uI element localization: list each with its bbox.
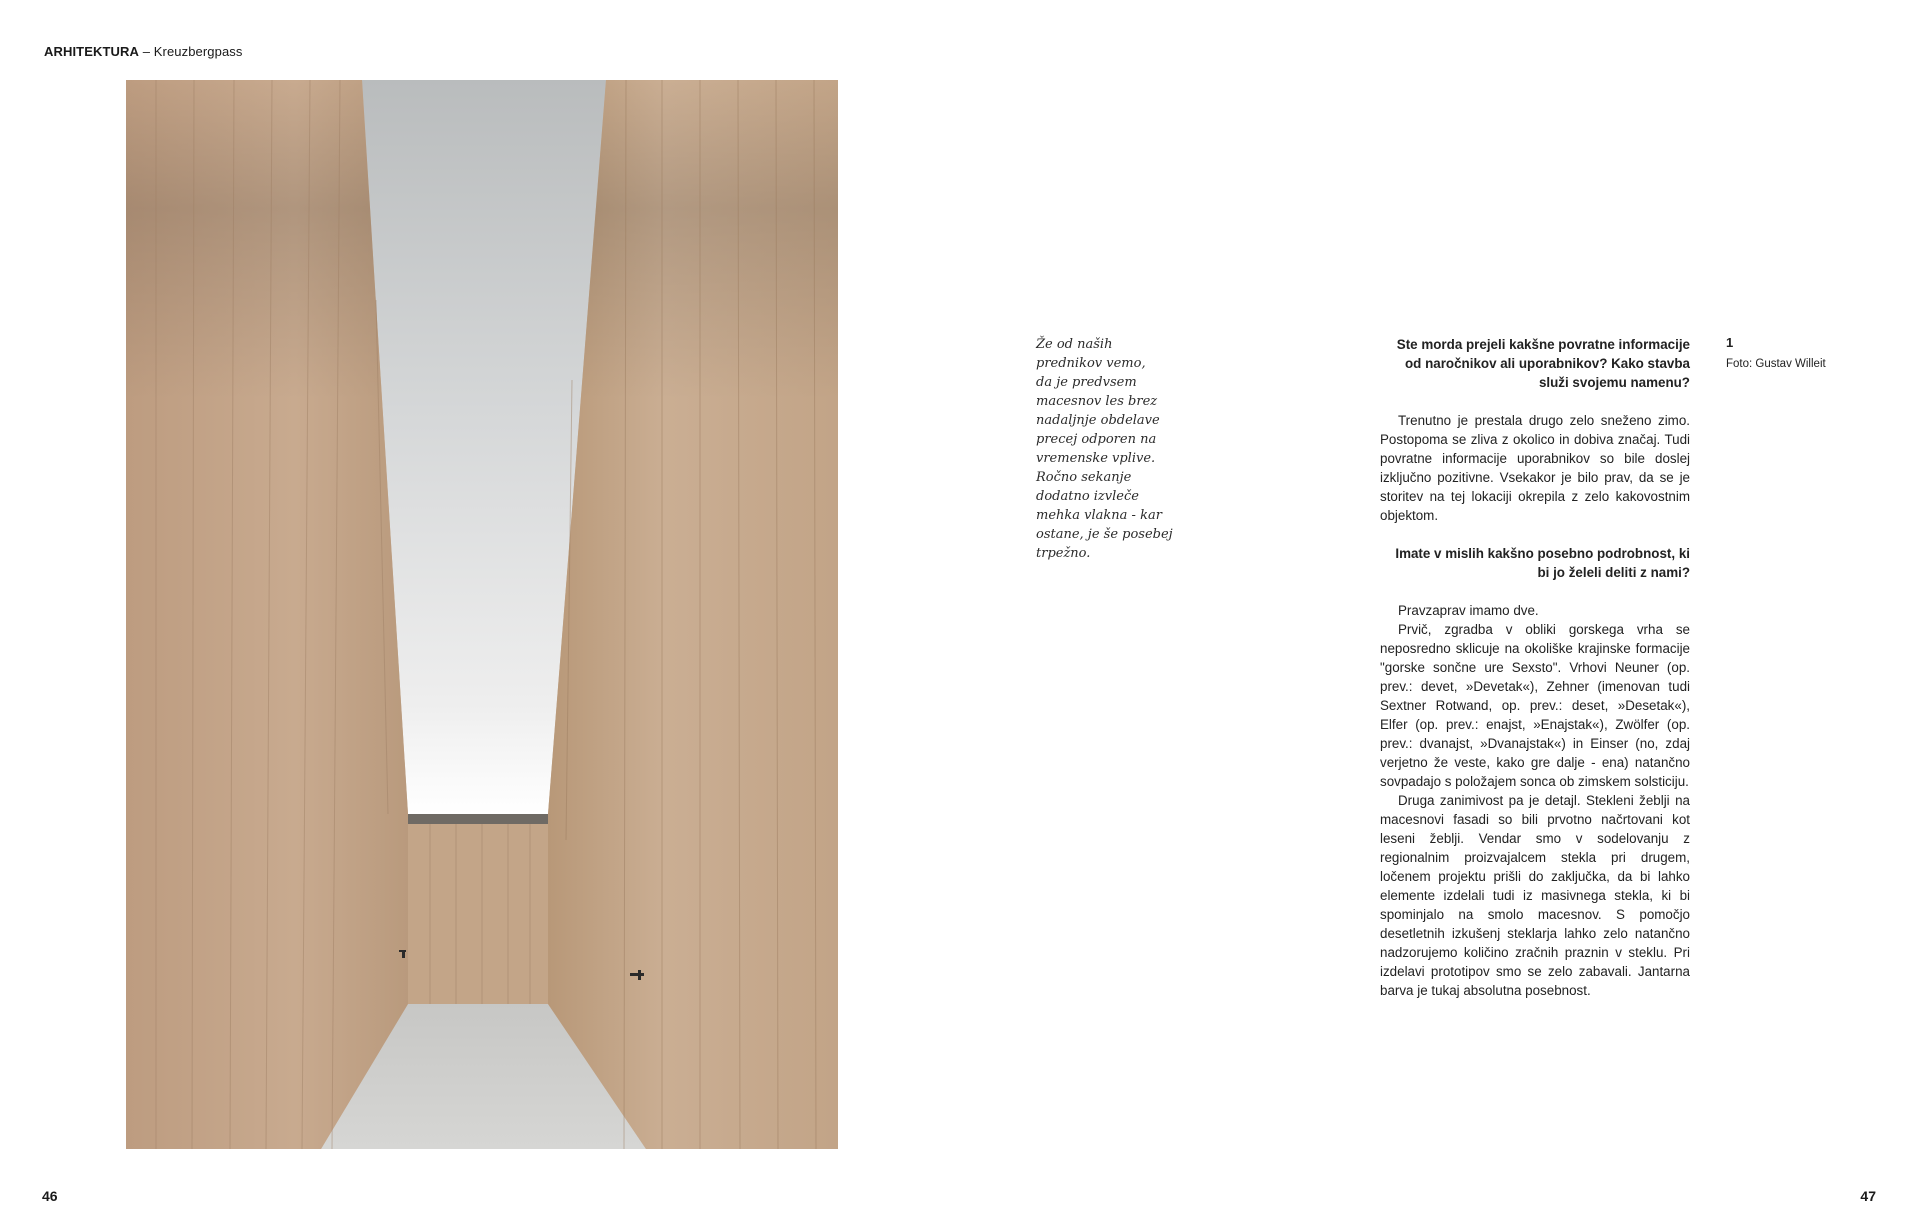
pull-quote-line: prednikov vemo, (1036, 356, 1146, 371)
corridor-photo (126, 80, 838, 1149)
section-label: ARHITEKTURA (44, 44, 139, 59)
answer-paragraph: Prvič, zgradba v obliki gorskega vrha se neposredno sklicuje na okoliške krajinske formacije "gorske sončne ure Sexsto". Vrhovi Neuner (op. prev.: devet, »Devetak«), Zehner (imenovan tudi Sextner Rotwand, op. prev.: deset, »Desetak«), Elfer (op. prev.: enajst, »Enajstak«), Zwölfer (op. prev.: dvanajst, »Dvanajstak«) in Einser (no, zdaj verjetno že veste, kako gre dalje - ena) natančno sovpadajo s položajem sonca ob zimskem solsticiju. (1380, 622, 1690, 789)
answer-paragraph: Druga zanimivost pa je detajl. Stekleni žeblji na macesnovi fasadi so bili prvotno načrtovani kot leseni žeblji. Vendar smo v sodelovanju z regionalnim proizvajalcem stekla pri drugem, ločenem projektu prišli do zaključka, da bi lahko elemente izdelali tudi iz masivnega stekla, ki bi spominjalo na smolo macesnov. S pomočjo desetletnih izkušenj steklarja lahko zelo natančno nadzorujemo količino zračnih praznin v steklu. Pri izdelavi prototipov smo se zelo zabavali. Jantarna barva je tukaj absolutna posebnost. (1380, 793, 1690, 998)
skylight-frame (408, 814, 548, 824)
answer-2 (1380, 601, 1690, 1000)
pull-quote-line: macesnov les brez (1036, 394, 1158, 409)
pull-quote-line: da je predvsem (1036, 375, 1137, 390)
pull-quote-line: vremenske vplive. (1036, 451, 1156, 466)
pull-quote-line: nadaljnje obdelave (1036, 413, 1160, 428)
answer-paragraph: Pravzaprav imamo dve. (1398, 603, 1539, 618)
answer-1 (1380, 411, 1690, 525)
pull-quote-line: mehka vlakna - kar (1036, 508, 1162, 523)
pull-quote (1036, 335, 1186, 563)
back-wall (408, 824, 548, 1004)
pull-quote-line: Ročno sekanje (1036, 470, 1132, 485)
caption-number: 1 (1726, 335, 1734, 350)
question-2: Imate v mislih kakšno posebno podrobnost, ki bi jo želeli deliti z nami? (1395, 546, 1690, 580)
header-subject: Kreuzbergpass (153, 44, 243, 59)
photo-caption (1726, 335, 1866, 370)
pull-quote-line: precej odporen na (1036, 432, 1157, 447)
pull-quote-line: Že od naših (1036, 337, 1113, 352)
pull-quote-line: dodatno izvleče (1036, 489, 1139, 504)
photo-credit: Foto: Gustav Willeit (1726, 358, 1826, 370)
question-1: Ste morda prejeli kakšne povratne informacije od naročnikov ali uporabnikov? Kako stavba služi svojemu namenu? (1396, 337, 1690, 390)
header-separator: – (138, 44, 154, 59)
running-head (44, 44, 243, 59)
answer-paragraph: Trenutno je prestala drugo zelo sneženo zimo. Postopoma se zliva z okolico in dobiva značaj. Tudi povratne informacije uporabnikov so bile doslej izključno pozitivne. Vsekakor je bilo prav, da se je storitev na tej lokaciji okrepila z zelo kakovostnim objektom. (1380, 413, 1690, 523)
page-number-right: 47 (1860, 1188, 1876, 1204)
page-number-left: 46 (42, 1188, 58, 1204)
pull-quote-line: ostane, je še posebej (1036, 527, 1173, 542)
interview-text (1380, 335, 1690, 1019)
pull-quote-line: trpežno. (1036, 546, 1091, 561)
